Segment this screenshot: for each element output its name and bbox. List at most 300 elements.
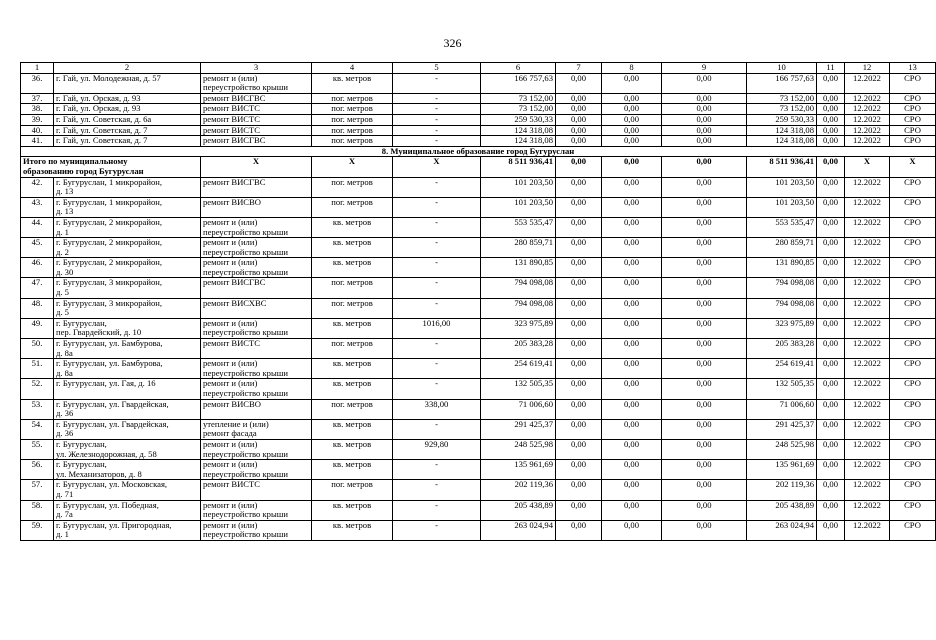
col11-cell: 0,00 xyxy=(817,197,845,217)
col9-cell: 0,00 xyxy=(662,419,747,439)
row-number: 40. xyxy=(21,125,54,136)
col11-cell: 0,00 xyxy=(817,217,845,237)
total-col8: 0,00 xyxy=(602,157,662,177)
address-cell-line: ул. Механизаторов, д. 8 xyxy=(56,468,142,479)
work-type-cell-line: ремонт и (или) xyxy=(203,257,258,268)
address-cell xyxy=(54,197,201,217)
col9-cell: 0,00 xyxy=(662,93,747,104)
col7-cell: 0,00 xyxy=(556,197,602,217)
work-type-cell-line: переустройство крыши xyxy=(203,82,288,93)
col7-cell: 0,00 xyxy=(556,136,602,147)
col10-cell: 553 535,47 xyxy=(747,217,817,237)
col8-cell: 0,00 xyxy=(602,460,662,480)
col10-cell: 73 152,00 xyxy=(747,93,817,104)
volume-cell: - xyxy=(393,520,481,540)
col7-cell: 0,00 xyxy=(556,379,602,399)
col11-cell: 0,00 xyxy=(817,359,845,379)
row-number: 41. xyxy=(21,136,54,147)
unit-cell: кв. метров xyxy=(312,73,393,93)
col11-cell: 0,00 xyxy=(817,520,845,540)
volume-cell: - xyxy=(393,125,481,136)
col11-cell: 0,00 xyxy=(817,318,845,338)
column-number: 8 xyxy=(602,63,662,74)
col11-cell: 0,00 xyxy=(817,238,845,258)
work-type-cell xyxy=(201,379,312,399)
row-number: 58. xyxy=(21,500,54,520)
work-type-cell-line: переустройство крыши xyxy=(203,529,288,540)
volume-cell: 929,80 xyxy=(393,439,481,459)
col7-cell: 0,00 xyxy=(556,359,602,379)
col7-cell: 0,00 xyxy=(556,238,602,258)
method-cell: СРО xyxy=(890,73,936,93)
cost-cell: 73 152,00 xyxy=(481,104,556,115)
row-number: 49. xyxy=(21,318,54,338)
table-row xyxy=(21,339,936,359)
col9-cell: 0,00 xyxy=(662,177,747,197)
table-row xyxy=(21,104,936,115)
method-cell: СРО xyxy=(890,136,936,147)
volume-cell: - xyxy=(393,298,481,318)
address-cell xyxy=(54,359,201,379)
work-type-cell-line: переустройство крыши xyxy=(203,266,288,277)
cost-cell: 280 859,71 xyxy=(481,238,556,258)
address-cell-line: г. Бугуруслан, ул. Московская, xyxy=(56,479,168,490)
col9-cell: 0,00 xyxy=(662,125,747,136)
date-cell: 12.2022 xyxy=(845,93,890,104)
volume-cell: - xyxy=(393,359,481,379)
volume-cell: 338,00 xyxy=(393,399,481,419)
work-type-cell-line: переустройство крыши xyxy=(203,388,288,398)
method-cell: СРО xyxy=(890,439,936,459)
address-cell xyxy=(54,136,201,147)
date-cell: 12.2022 xyxy=(845,318,890,338)
col8-cell: 0,00 xyxy=(602,298,662,318)
work-type-cell-line: ремонт ВИСГВС xyxy=(203,92,266,103)
volume-cell: - xyxy=(393,114,481,125)
address-cell-line: г. Бугуруслан, 2 микрорайон, xyxy=(56,237,162,248)
address-cell-line: г. Бугуруслан, ул. Гвардейская, xyxy=(56,398,169,409)
cost-cell: 73 152,00 xyxy=(481,93,556,104)
table-row xyxy=(21,125,936,136)
work-type-cell-line: ремонт и (или) xyxy=(203,237,258,248)
col10-cell: 124 318,08 xyxy=(747,136,817,147)
total-x4: X xyxy=(312,157,393,177)
col7-cell: 0,00 xyxy=(556,318,602,338)
col11-cell: 0,00 xyxy=(817,104,845,115)
table-row xyxy=(21,238,936,258)
volume-cell: - xyxy=(393,419,481,439)
address-cell xyxy=(54,93,201,104)
volume-cell: - xyxy=(393,480,481,500)
unit-cell: кв. метров xyxy=(312,318,393,338)
date-cell: 12.2022 xyxy=(845,197,890,217)
work-type-cell-line: ремонт ВИСХВС xyxy=(203,297,267,308)
col8-cell: 0,00 xyxy=(602,217,662,237)
col7-cell: 0,00 xyxy=(556,217,602,237)
volume-cell: - xyxy=(393,278,481,298)
col7-cell: 0,00 xyxy=(556,460,602,480)
total-label-line: образованию город Бугуруслан xyxy=(23,165,144,176)
row-number: 53. xyxy=(21,399,54,419)
method-cell: СРО xyxy=(890,339,936,359)
col11-cell: 0,00 xyxy=(817,379,845,399)
col11-cell: 0,00 xyxy=(817,114,845,125)
address-cell-line: г. Бугуруслан, ул. Гая, д. 16 xyxy=(56,378,156,389)
method-cell: СРО xyxy=(890,520,936,540)
col8-cell: 0,00 xyxy=(602,278,662,298)
col8-cell: 0,00 xyxy=(602,339,662,359)
table-row xyxy=(21,500,936,520)
col10-cell: 291 425,37 xyxy=(747,419,817,439)
col9-cell: 0,00 xyxy=(662,298,747,318)
column-number: 12 xyxy=(845,63,890,74)
volume-cell: - xyxy=(393,177,481,197)
column-number: 13 xyxy=(890,63,936,74)
col8-cell: 0,00 xyxy=(602,500,662,520)
cost-cell: 101 203,50 xyxy=(481,177,556,197)
col9-cell: 0,00 xyxy=(662,520,747,540)
unit-cell: кв. метров xyxy=(312,500,393,520)
col7-cell: 0,00 xyxy=(556,258,602,278)
address-cell-line: д. 36 xyxy=(56,428,74,439)
volume-cell: - xyxy=(393,238,481,258)
row-number: 54. xyxy=(21,419,54,439)
col7-cell: 0,00 xyxy=(556,298,602,318)
volume-cell: - xyxy=(393,136,481,147)
col9-cell: 0,00 xyxy=(662,114,747,125)
work-type-cell-line: ремонт ВИСВО xyxy=(203,196,261,207)
address-cell xyxy=(54,500,201,520)
address-cell xyxy=(54,419,201,439)
col10-cell: 205 438,89 xyxy=(747,500,817,520)
cost-cell: 259 530,33 xyxy=(481,114,556,125)
volume-cell: - xyxy=(393,460,481,480)
volume-cell: - xyxy=(393,500,481,520)
row-number: 36. xyxy=(21,73,54,93)
volume-cell: - xyxy=(393,379,481,399)
col11-cell: 0,00 xyxy=(817,93,845,104)
col8-cell: 0,00 xyxy=(602,73,662,93)
address-cell xyxy=(54,439,201,459)
work-type-cell xyxy=(201,125,312,136)
unit-cell: кв. метров xyxy=(312,217,393,237)
col7-cell: 0,00 xyxy=(556,520,602,540)
address-cell xyxy=(54,379,201,399)
col8-cell: 0,00 xyxy=(602,177,662,197)
work-type-cell xyxy=(201,104,312,115)
col9-cell: 0,00 xyxy=(662,439,747,459)
col8-cell: 0,00 xyxy=(602,520,662,540)
work-type-cell xyxy=(201,136,312,147)
date-cell: 12.2022 xyxy=(845,125,890,136)
section-title: 8. Муниципальное образование город Бугуруслан xyxy=(21,146,936,157)
column-number: 11 xyxy=(817,63,845,74)
address-cell-line: д. 8а xyxy=(56,347,73,358)
work-type-cell xyxy=(201,73,312,93)
col8-cell: 0,00 xyxy=(602,480,662,500)
col9-cell: 0,00 xyxy=(662,73,747,93)
total-x3: X xyxy=(201,157,312,177)
volume-cell: - xyxy=(393,93,481,104)
cost-cell: 101 203,50 xyxy=(481,197,556,217)
unit-cell: пог. метров xyxy=(312,104,393,115)
col11-cell: 0,00 xyxy=(817,73,845,93)
volume-cell: - xyxy=(393,104,481,115)
method-cell: СРО xyxy=(890,93,936,104)
col11-cell: 0,00 xyxy=(817,500,845,520)
method-cell: СРО xyxy=(890,197,936,217)
col11-cell: 0,00 xyxy=(817,399,845,419)
row-number: 57. xyxy=(21,480,54,500)
cost-cell: 553 535,47 xyxy=(481,217,556,237)
col7-cell: 0,00 xyxy=(556,439,602,459)
table-body xyxy=(21,63,936,541)
col8-cell: 0,00 xyxy=(602,136,662,147)
unit-cell: пог. метров xyxy=(312,278,393,298)
address-cell-line: г. Бугуруслан, ул. Победная, xyxy=(56,499,159,510)
work-type-cell-line: ремонт и (или) xyxy=(203,317,258,328)
work-type-cell-line: переустройство крыши xyxy=(203,226,288,237)
address-cell-line: г. Бугуруслан, ул. Гвардейская, xyxy=(56,418,169,429)
cost-cell: 205 383,28 xyxy=(481,339,556,359)
column-number: 2 xyxy=(54,63,201,74)
col11-cell: 0,00 xyxy=(817,480,845,500)
method-cell: СРО xyxy=(890,419,936,439)
row-number: 44. xyxy=(21,217,54,237)
column-number: 5 xyxy=(393,63,481,74)
address-cell xyxy=(54,480,201,500)
col10-cell: 132 505,35 xyxy=(747,379,817,399)
work-type-cell-line: ремонт ВИСТС xyxy=(203,113,261,124)
total-col11: 0,00 xyxy=(817,157,845,177)
work-type-cell-line: ремонт ВИСТС xyxy=(203,338,261,349)
date-cell: 12.2022 xyxy=(845,500,890,520)
row-number: 39. xyxy=(21,114,54,125)
work-type-cell-line: ремонт и (или) xyxy=(203,459,258,470)
date-cell: 12.2022 xyxy=(845,217,890,237)
row-number: 50. xyxy=(21,339,54,359)
col8-cell: 0,00 xyxy=(602,125,662,136)
col11-cell: 0,00 xyxy=(817,439,845,459)
date-cell: 12.2022 xyxy=(845,399,890,419)
col9-cell: 0,00 xyxy=(662,197,747,217)
col8-cell: 0,00 xyxy=(602,238,662,258)
cost-cell: 202 119,36 xyxy=(481,480,556,500)
col7-cell: 0,00 xyxy=(556,339,602,359)
cost-cell: 205 438,89 xyxy=(481,500,556,520)
date-cell: 12.2022 xyxy=(845,104,890,115)
unit-cell: пог. метров xyxy=(312,480,393,500)
col10-cell: 248 525,98 xyxy=(747,439,817,459)
work-type-cell xyxy=(201,238,312,258)
col9-cell: 0,00 xyxy=(662,460,747,480)
volume-cell: - xyxy=(393,258,481,278)
col9-cell: 0,00 xyxy=(662,136,747,147)
total-x13: X xyxy=(890,157,936,177)
method-cell: СРО xyxy=(890,217,936,237)
address-cell-line: д. 36 xyxy=(56,408,74,419)
col7-cell: 0,00 xyxy=(556,125,602,136)
work-type-cell-line: переустройство крыши xyxy=(203,509,288,520)
col10-cell: 124 318,08 xyxy=(747,125,817,136)
col10-cell: 202 119,36 xyxy=(747,480,817,500)
date-cell: 12.2022 xyxy=(845,73,890,93)
col7-cell: 0,00 xyxy=(556,500,602,520)
work-type-cell xyxy=(201,318,312,338)
address-cell-line: г. Бугуруслан, 3 микрорайон, xyxy=(56,297,162,308)
column-number: 3 xyxy=(201,63,312,74)
cost-cell: 166 757,63 xyxy=(481,73,556,93)
date-cell: 12.2022 xyxy=(845,460,890,480)
work-type-cell-line: ремонт и (или) xyxy=(203,378,258,389)
col10-cell: 323 975,89 xyxy=(747,318,817,338)
col8-cell: 0,00 xyxy=(602,419,662,439)
col8-cell: 0,00 xyxy=(602,93,662,104)
col11-cell: 0,00 xyxy=(817,339,845,359)
method-cell: СРО xyxy=(890,399,936,419)
section-row xyxy=(21,146,936,157)
col8-cell: 0,00 xyxy=(602,399,662,419)
col8-cell: 0,00 xyxy=(602,379,662,399)
col10-cell: 259 530,33 xyxy=(747,114,817,125)
table-row xyxy=(21,480,936,500)
unit-cell: кв. метров xyxy=(312,439,393,459)
work-type-cell-line: ремонт ВИСГВС xyxy=(203,135,266,146)
total-col7: 0,00 xyxy=(556,157,602,177)
work-type-cell-line: переустройство крыши xyxy=(203,327,288,338)
method-cell: СРО xyxy=(890,177,936,197)
page-number: 326 xyxy=(443,36,462,50)
address-cell xyxy=(54,339,201,359)
address-cell xyxy=(54,278,201,298)
column-number-row xyxy=(21,63,936,74)
col7-cell: 0,00 xyxy=(556,114,602,125)
address-cell-line: г. Бугуруслан, 3 микрорайон, xyxy=(56,277,162,288)
cost-cell: 794 098,08 xyxy=(481,298,556,318)
work-type-cell-line: переустройство крыши xyxy=(203,468,288,479)
table-row xyxy=(21,460,936,480)
unit-cell: пог. метров xyxy=(312,136,393,147)
work-type-cell xyxy=(201,93,312,104)
work-type-cell-line: ремонт и (или) xyxy=(203,216,258,227)
table-row xyxy=(21,520,936,540)
column-number: 4 xyxy=(312,63,393,74)
col11-cell: 0,00 xyxy=(817,125,845,136)
work-type-cell xyxy=(201,339,312,359)
address-cell-line: г. Бугуруслан, ул. Бамбурова, xyxy=(56,358,163,369)
column-number: 6 xyxy=(481,63,556,74)
col8-cell: 0,00 xyxy=(602,197,662,217)
row-number: 47. xyxy=(21,278,54,298)
row-number: 43. xyxy=(21,197,54,217)
col9-cell: 0,00 xyxy=(662,318,747,338)
work-type-cell-line: ремонт ВИСТС xyxy=(203,103,261,114)
col8-cell: 0,00 xyxy=(602,114,662,125)
col9-cell: 0,00 xyxy=(662,339,747,359)
volume-cell: - xyxy=(393,217,481,237)
row-number: 45. xyxy=(21,238,54,258)
col10-cell: 254 619,41 xyxy=(747,359,817,379)
method-cell: СРО xyxy=(890,238,936,258)
work-type-cell xyxy=(201,520,312,540)
address-cell-line: д. 71 xyxy=(56,488,74,499)
address-cell-line: д. 1 xyxy=(56,226,69,237)
col9-cell: 0,00 xyxy=(662,480,747,500)
col10-cell: 135 961,69 xyxy=(747,460,817,480)
col10-cell: 280 859,71 xyxy=(747,238,817,258)
table-row xyxy=(21,419,936,439)
work-type-cell-line: ремонт ВИСГВС xyxy=(203,176,266,187)
table-row xyxy=(21,217,936,237)
cost-cell: 291 425,37 xyxy=(481,419,556,439)
row-number: 38. xyxy=(21,104,54,115)
row-number: 51. xyxy=(21,359,54,379)
col7-cell: 0,00 xyxy=(556,419,602,439)
work-type-cell-line: ремонт и (или) xyxy=(203,438,258,449)
col10-cell: 71 006,60 xyxy=(747,399,817,419)
table-row xyxy=(21,73,936,93)
col7-cell: 0,00 xyxy=(556,399,602,419)
address-cell xyxy=(54,73,201,93)
col11-cell: 0,00 xyxy=(817,136,845,147)
address-cell-line: г. Бугуруслан, 2 микрорайон, xyxy=(56,216,162,227)
work-type-cell-line: ремонт и (или) xyxy=(203,499,258,510)
address-cell-line: г. Бугуруслан, 1 микрорайон, xyxy=(56,176,162,187)
col7-cell: 0,00 xyxy=(556,104,602,115)
volume-cell: - xyxy=(393,73,481,93)
cost-cell: 248 525,98 xyxy=(481,439,556,459)
date-cell: 12.2022 xyxy=(845,298,890,318)
address-cell-line: д. 30 xyxy=(56,266,74,277)
address-cell-line: пер. Гвардейский, д. 10 xyxy=(56,327,142,338)
date-cell: 12.2022 xyxy=(845,114,890,125)
address-cell-line: д. 7а xyxy=(56,509,73,520)
unit-cell: пог. метров xyxy=(312,93,393,104)
work-type-cell xyxy=(201,419,312,439)
method-cell: СРО xyxy=(890,359,936,379)
address-cell-line: д. 5 xyxy=(56,287,69,298)
work-type-cell xyxy=(201,500,312,520)
total-col9: 0,00 xyxy=(662,157,747,177)
col11-cell: 0,00 xyxy=(817,177,845,197)
address-cell-line: д. 13 xyxy=(56,206,74,217)
col7-cell: 0,00 xyxy=(556,278,602,298)
column-number: 9 xyxy=(662,63,747,74)
work-type-cell-line: ремонт и (или) xyxy=(203,72,258,83)
col7-cell: 0,00 xyxy=(556,93,602,104)
work-type-cell-line: переустройство крыши xyxy=(203,367,288,378)
unit-cell: кв. метров xyxy=(312,460,393,480)
table-row xyxy=(21,197,936,217)
address-cell xyxy=(54,104,201,115)
method-cell: СРО xyxy=(890,278,936,298)
col8-cell: 0,00 xyxy=(602,439,662,459)
volume-cell: - xyxy=(393,339,481,359)
work-type-cell-line: утепление и (или) xyxy=(203,418,269,429)
method-cell: СРО xyxy=(890,125,936,136)
total-label-line: Итого по муниципальному xyxy=(23,156,128,167)
unit-cell: пог. метров xyxy=(312,125,393,136)
address-cell xyxy=(54,177,201,197)
address-cell-line: г. Бугуруслан, xyxy=(56,459,107,470)
col8-cell: 0,00 xyxy=(602,318,662,338)
work-type-cell xyxy=(201,197,312,217)
work-type-cell-line: переустройство крыши xyxy=(203,448,288,459)
work-type-cell-line: ремонт фасада xyxy=(203,428,257,439)
col9-cell: 0,00 xyxy=(662,500,747,520)
col8-cell: 0,00 xyxy=(602,359,662,379)
col10-cell: 794 098,08 xyxy=(747,278,817,298)
